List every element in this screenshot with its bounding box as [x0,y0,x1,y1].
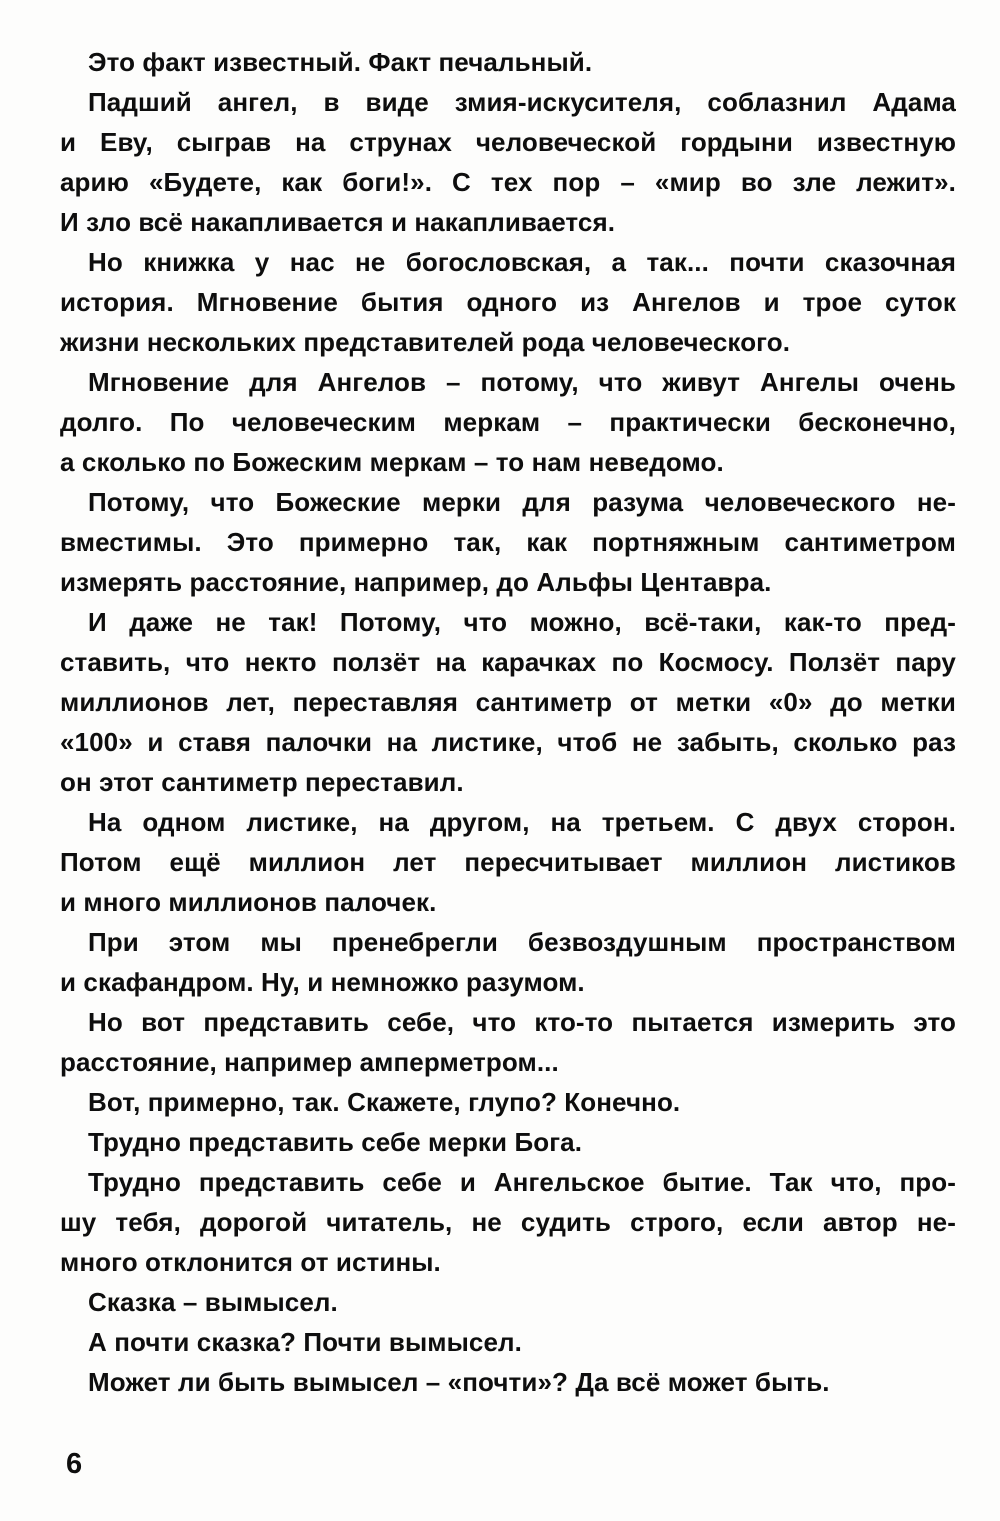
text-line: Сказка – вымысел. [88,1287,338,1317]
paragraph [60,242,956,362]
text-line: долго. По человеческим меркам – практически бесконечно, [60,407,956,437]
text-line: «100» и ставя палочки на листике, чтоб не забыть, сколько раз [60,727,956,757]
paragraph [60,82,956,242]
page-number: 6 [66,1448,83,1480]
text-line: Может ли быть вымысел – «почти»? Да всё может быть. [88,1367,830,1397]
body-text [60,42,956,1402]
text-line: Но вот представить себе, что кто-то пытается измерить это [88,1007,956,1037]
text-line: ставить, что некто ползёт на карачках по Космосу. Ползёт пару [60,647,956,677]
text-line: история. Мгновение бытия одного из Ангелов и трое суток [60,287,956,317]
text-line: Трудно представить себе и Ангельское бытие. Так что, про- [88,1167,956,1197]
paragraph [60,42,956,82]
paragraph [60,1282,956,1322]
text-line: и Еву, сыграв на струнах человеческой гордыни известную [60,127,956,157]
paragraph [60,602,956,802]
text-line: И зло всё накапливается и накапливается. [60,207,616,237]
text-line: шу тебя, дорогой читатель, не судить строго, если автор не- [60,1207,956,1237]
text-line: он этот сантиметр переставил. [60,767,464,797]
text-line: и скафандром. Ну, и немножко разумом. [60,967,585,997]
text-line: много отклонится от истины. [60,1247,441,1277]
text-line: А почти сказка? Почти вымысел. [88,1327,522,1357]
text-line: арию «Будете, как боги!». С тех пор – «мир во зле лежит». [60,167,956,197]
paragraph [60,1122,956,1162]
text-line: Потому, что Божеские мерки для разума человеческого не- [88,487,956,517]
text-line: расстояние, например амперметром... [60,1047,559,1077]
text-line: жизни нескольких представителей рода человеческого. [60,327,791,357]
text-line: Мгновение для Ангелов – потому, что живут Ангелы очень [88,367,956,397]
text-line: На одном листике, на другом, на третьем. С двух сторон. [88,807,956,837]
text-line: Вот, примерно, так. Скажете, глупо? Конечно. [88,1087,681,1117]
paragraph [60,802,956,922]
paragraph [60,482,956,602]
text-line: Падший ангел, в виде змия-искусителя, соблазнил Адама [88,87,956,117]
paragraph [60,1002,956,1082]
text-line: вместимы. Это примерно так, как портняжным сантиметром [60,527,956,557]
text-line: и много миллионов палочек. [60,887,437,917]
paragraph [60,922,956,1002]
paragraph [60,1362,956,1402]
text-line: И даже не так! Потому, что можно, всё-таки, как-то пред- [88,607,956,637]
text-line: измерять расстояние, например, до Альфы Центавра. [60,567,772,597]
paragraph [60,1322,956,1362]
paragraph [60,362,956,482]
paragraph [60,1162,956,1282]
text-line: Это факт известный. Факт печальный. [88,47,593,77]
text-line: миллионов лет, переставляя сантиметр от метки «0» до метки [60,687,956,717]
text-line: Трудно представить себе мерки Бога. [88,1127,583,1157]
text-line: а сколько по Божеским меркам – то нам неведомо. [60,447,724,477]
paragraph [60,1082,956,1122]
text-line: Потом ещё миллион лет пересчитывает миллион листиков [60,847,956,877]
text-line: Но книжка у нас не богословская, а так... почти сказочная [88,247,956,277]
text-line: При этом мы пренебрегли безвоздушным пространством [88,927,956,957]
